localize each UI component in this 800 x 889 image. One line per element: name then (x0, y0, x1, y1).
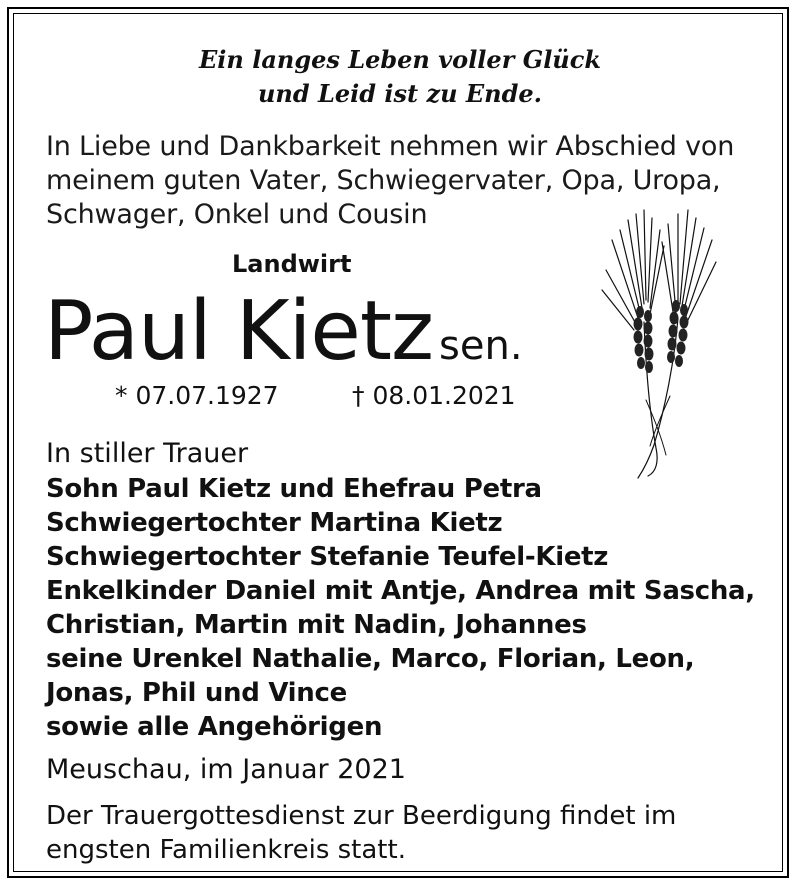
deceased-name-block (44, 282, 523, 396)
mourner-line-4: Enkelkinder Daniel mit Antje, Andrea mit Sascha, (46, 576, 755, 606)
notice-line-1: Der Trauergottesdienst zur Beerdigung findet im (46, 801, 677, 831)
deceased-name: Paul Kietz (44, 284, 434, 379)
mourning-label: In stiller Trauer (46, 438, 249, 469)
wheat-ear-right (667, 300, 689, 367)
intro-line-1: In Liebe und Dankbarkeit nehmen wir Abschied von (46, 131, 735, 162)
wheat-ear-left (634, 306, 654, 373)
mourner-line-1: Sohn Paul Kietz und Ehefrau Petra (46, 474, 542, 504)
name-suffix: sen. (439, 323, 523, 369)
mourner-line-2: Schwiegertochter Martina Kietz (46, 508, 503, 538)
mourner-line-7: Jonas, Phil und Vince (46, 678, 347, 708)
intro-line-3: Schwager, Onkel und Cousin (46, 199, 428, 230)
profession: Landwirt (232, 250, 352, 278)
mourner-line-5: Christian, Martin mit Nadin, Johannes (46, 610, 587, 640)
motto-line-2: und Leid ist zu Ende. (257, 79, 543, 108)
notice-line-2: engsten Familienkreis statt. (46, 835, 406, 865)
intro-line-2: meinem guten Vater, Schwiegervater, Opa, Uropa, (46, 165, 721, 196)
birth-date: * 07.07.1927 (115, 381, 279, 410)
mourner-line-8: sowie alle Angehörigen (46, 712, 383, 742)
place-and-date: Meuschau, im Januar 2021 (46, 754, 406, 785)
mourner-line-6: seine Urenkel Nathalie, Marco, Florian, Leon, (46, 644, 695, 674)
mourner-line-3: Schwiegertochter Stefanie Teufel-Kietz (46, 542, 609, 572)
motto-line-1: Ein langes Leben voller Glück (198, 45, 601, 74)
wheat-ears-icon (598, 200, 720, 482)
death-date: † 08.01.2021 (352, 381, 516, 410)
